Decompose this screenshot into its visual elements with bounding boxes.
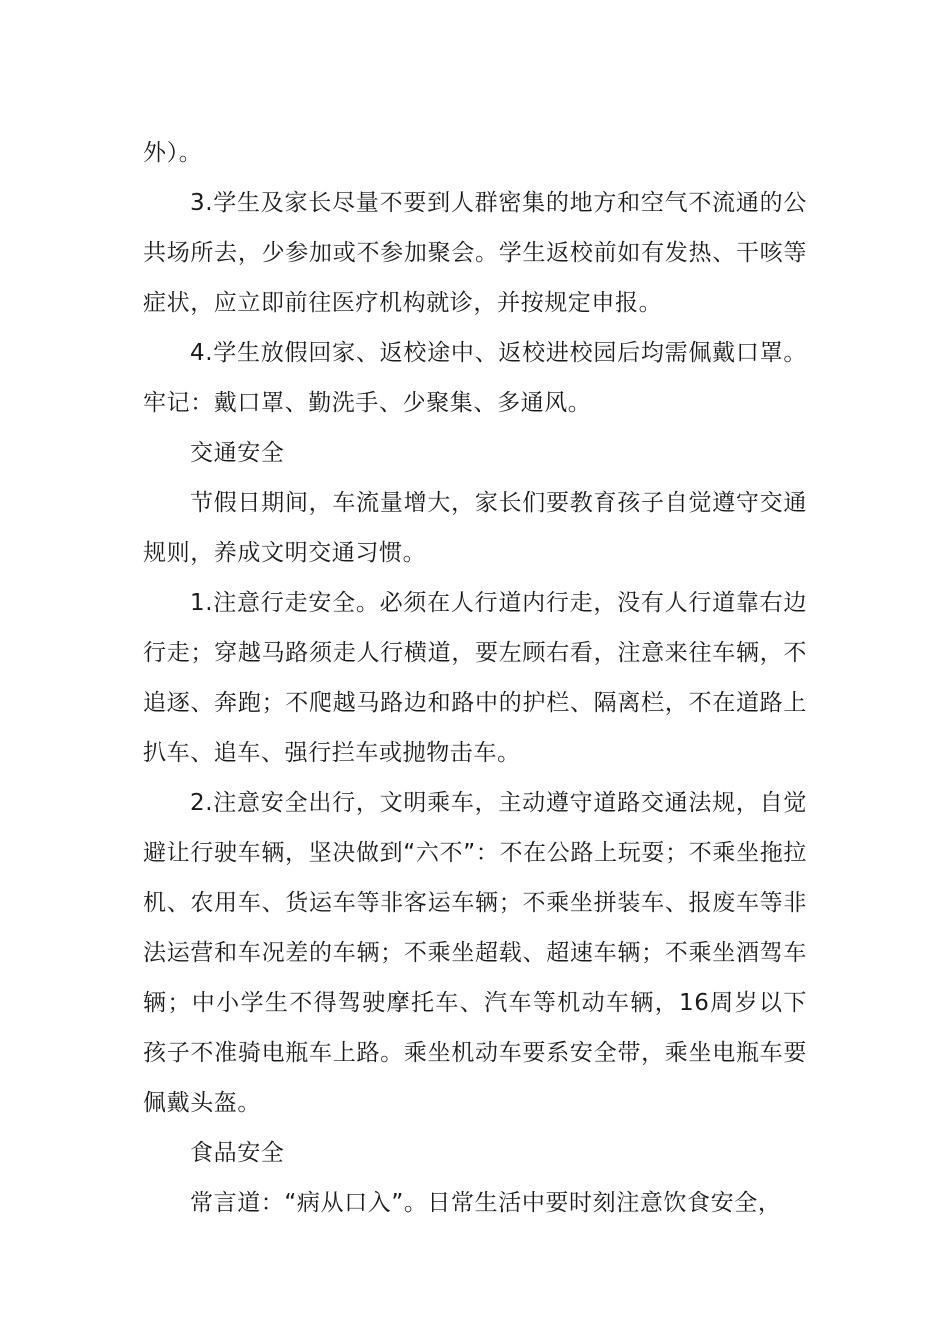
paragraph-item-3: 3.学生及家长尽量不要到人群密集的地方和空气不流通的公共场所去，少参加或不参加聚会。学生返校前如有发热、干咳等症状，应立即前往医疗机构就诊，并按规定申报。 [143,190,807,316]
paragraph-traffic-intro: 节假日期间，车流量增大，家长们要教育孩子自觉遵守交通规则，养成文明交通习惯。 [143,490,807,566]
section-heading-food-safety: 食品安全 [190,1140,285,1166]
paragraph-traffic-item-1: 1.注意行走安全。必须在人行道内行走，没有人行道靠右边行走；穿越马路须走人行横道，要左顾右看，注意来往车辆，不追逐、奔跑；不爬越马路边和路中的护栏、隔离栏，不在道路上扒车、追车、强行拦车或抛物击车。 [143,590,807,766]
paragraph-food-intro: 常言道：“病从口入”。日常生活中要时刻注意饮食安全， [190,1190,782,1216]
document-body [143,128,807,1228]
paragraph-continuation: 外）。 [143,140,203,166]
paragraph-traffic-item-2: 2.注意安全出行，文明乘车，主动遵守道路交通法规，自觉避让行驶车辆，坚决做到“六不”：不在公路上玩耍；不乘坐拖拉机、农用车、货运车等非客运车辆；不乘坐拼装车、报废车等非法运营和车况差的车辆；不乘坐超载、超速车辆；不乘坐酒驾车辆；中小学生不得驾驶摩托车、汽车等机动车辆，16周岁以下孩子不准骑电瓶车上路。乘坐机动车要系安全带，乘坐电瓶车要佩戴头盔。 [143,790,807,1116]
section-heading-traffic-safety: 交通安全 [190,440,285,466]
paragraph-item-4: 4.学生放假回家、返校途中、返校进校园后均需佩戴口罩。牢记：戴口罩、勤洗手、少聚集、多通风。 [143,340,807,416]
